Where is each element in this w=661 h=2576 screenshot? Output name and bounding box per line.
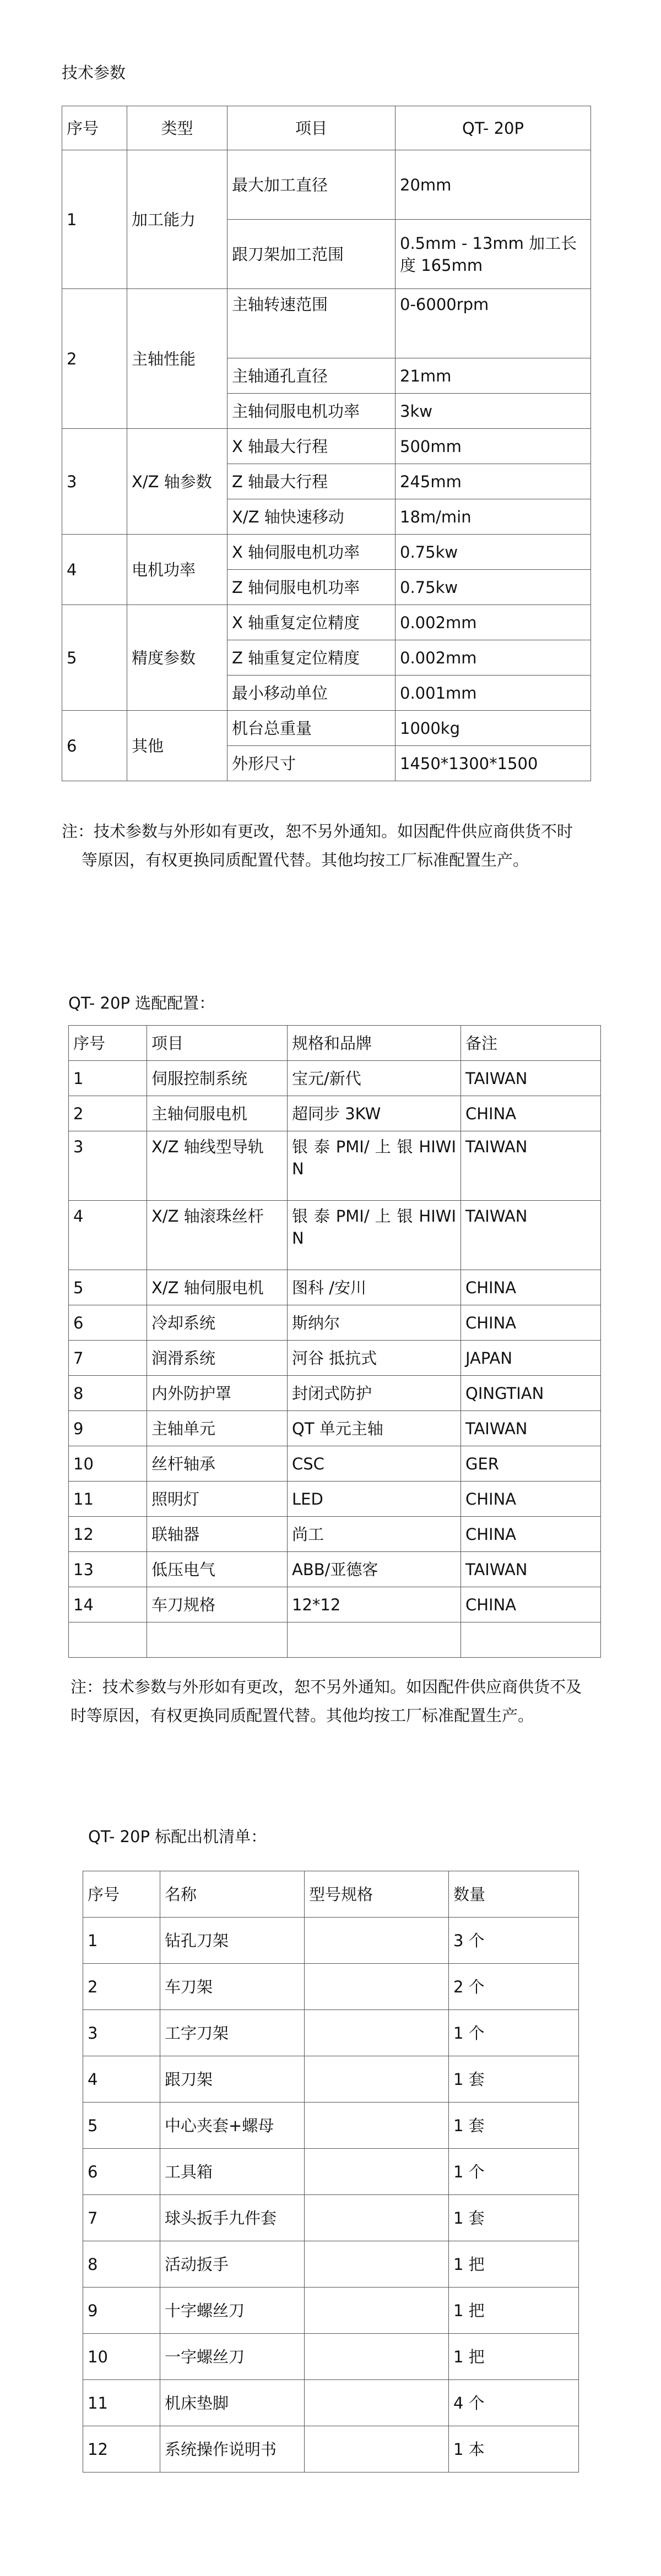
standard-name: 工具箱 [160,2149,305,2195]
standard-name: 机床垫脚 [160,2380,305,2426]
standard-model [305,2241,449,2288]
standard-no: 8 [83,2241,160,2288]
option-header-row [69,1026,601,1061]
option-no: 4 [69,1201,147,1270]
spec-row [62,150,591,220]
spec-group-type: 精度参数 [127,605,227,711]
standard-qty: 1 把 [449,2241,579,2288]
option-no: 12 [69,1517,147,1552]
option-note: QINGTIAN [461,1376,601,1411]
option-no: 7 [69,1341,147,1376]
standard-row [83,2056,579,2103]
option-item: 主轴单元 [147,1411,288,1446]
standard-model [305,2288,449,2334]
option-no [69,1622,147,1658]
spec-group-no: 5 [62,605,127,711]
option-row [69,1446,601,1482]
option-row [69,1270,601,1305]
spec-item: 主轴转速范围 [227,289,395,358]
spec-row [62,535,591,570]
option-note [71,1673,605,1730]
option-note-line1: 注：技术参数与外形如有更改，恕不另外通知。如因配件供应商供货不及 [71,1678,582,1696]
standard-qty: 1 个 [449,2010,579,2056]
spec-group-no: 1 [62,150,127,289]
standard-model [305,2334,449,2380]
spec-value: 0.002mm [395,640,591,676]
option-spec: ABB/亚德客 [288,1552,461,1587]
spec-value: 0-6000rpm [395,289,591,358]
option-note [461,1622,601,1658]
standard-qty: 3 个 [449,1918,579,1964]
option-note: CHINA [461,1482,601,1517]
option-row [69,1622,601,1658]
standard-model [305,2103,449,2149]
option-row [69,1131,601,1201]
option-spec: 超同步 3KW [288,1096,461,1131]
spec-note-line1: 注：技术参数与外形如有更改，恕不另外通知。如因配件供应商供货不时 [62,822,573,841]
spec-value: 500mm [395,429,591,464]
standard-qty: 1 本 [449,2426,579,2472]
spec-header-item: 项目 [227,106,395,150]
option-note: CHINA [461,1587,601,1622]
spec-value: 0.75kw [395,535,591,570]
option-spec: 尚工 [288,1517,461,1552]
option-note: TAIWAN [461,1552,601,1587]
option-item: 内外防护罩 [147,1376,288,1411]
option-item: 照明灯 [147,1482,288,1517]
standard-no: 12 [83,2426,160,2472]
option-spec: 12*12 [288,1587,461,1622]
standard-header-qty: 数量 [449,1871,579,1918]
option-item: 车刀规格 [147,1587,288,1622]
standard-row [83,2149,579,2195]
option-item: X/Z 轴线型导轨 [147,1131,288,1201]
spec-row [62,429,591,464]
standard-no: 5 [83,2103,160,2149]
option-no: 8 [69,1376,147,1411]
standard-qty: 1 把 [449,2288,579,2334]
option-item: 丝杆轴承 [147,1446,288,1482]
spec-item: 主轴通孔直径 [227,358,395,394]
standard-row [83,2103,579,2149]
spec-value: 0.75kw [395,570,591,605]
standard-model [305,2149,449,2195]
option-row [69,1305,601,1341]
spec-note [62,817,602,874]
option-note: TAIWAN [461,1411,601,1446]
spec-item: X/Z 轴快速移动 [227,499,395,535]
option-note: TAIWAN [461,1131,601,1201]
spec-group-type: 电机功率 [127,535,227,605]
spec-item: Z 轴伺服电机功率 [227,570,395,605]
standard-row [83,2380,579,2426]
option-note: TAIWAN [461,1201,601,1270]
spec-group-no: 6 [62,711,127,781]
option-no: 14 [69,1587,147,1622]
spec-item: 最小移动单位 [227,676,395,711]
standard-qty: 1 套 [449,2103,579,2149]
spec-row [62,289,591,358]
option-note: TAIWAN [461,1061,601,1096]
standard-qty: 2 个 [449,1964,579,2010]
option-spec: QT 单元主轴 [288,1411,461,1446]
spec-value: 245mm [395,464,591,499]
spec-item: X 轴伺服电机功率 [227,535,395,570]
option-row [69,1201,601,1270]
option-no: 2 [69,1096,147,1131]
spec-item: 外形尺寸 [227,746,395,781]
standard-model [305,1918,449,1964]
standard-name: 活动扳手 [160,2241,305,2288]
spec-group-type: 加工能力 [127,150,227,289]
spec-value: 0.002mm [395,605,591,640]
option-section-title: QT- 20P 选配配置： [68,994,215,1012]
standard-qty: 4 个 [449,2380,579,2426]
spec-item: Z 轴最大行程 [227,464,395,499]
standard-header-row [83,1871,579,1918]
spec-group-type: 其他 [127,711,227,781]
spec-item: 跟刀架加工范围 [227,220,395,289]
option-no: 1 [69,1061,147,1096]
option-row [69,1341,601,1376]
spec-value: 20mm [395,150,591,220]
standard-section-title: QT- 20P 标配出机清单： [88,1827,267,1846]
option-spec: 银 泰 PMI/ 上 银 HIWIN [288,1201,461,1270]
standard-qty: 1 个 [449,2149,579,2195]
standard-name: 跟刀架 [160,2056,305,2103]
option-spec: CSC [288,1446,461,1482]
option-note-line2: 时等原因，有权更换同质配置代替。其他均按工厂标准配置生产。 [71,1706,534,1725]
spec-section-title: 技术参数 [62,63,126,82]
option-note: JAPAN [461,1341,601,1376]
spec-item: Z 轴重复定位精度 [227,640,395,676]
spec-header-no: 序号 [62,106,127,150]
standard-model [305,2380,449,2426]
option-item [147,1622,288,1658]
option-spec: 封闭式防护 [288,1376,461,1411]
spec-table [62,106,591,781]
standard-no: 11 [83,2380,160,2426]
option-note: CHINA [461,1096,601,1131]
option-row [69,1482,601,1517]
spec-group-no: 4 [62,535,127,605]
option-item: 润滑系统 [147,1341,288,1376]
standard-name: 十字螺丝刀 [160,2288,305,2334]
option-note: CHINA [461,1305,601,1341]
spec-row [62,605,591,640]
spec-item: 主轴伺服电机功率 [227,394,395,429]
standard-model [305,2010,449,2056]
standard-name: 一字螺丝刀 [160,2334,305,2380]
spec-value: 1450*1300*1500 [395,746,591,781]
option-row [69,1061,601,1096]
option-item: 伺服控制系统 [147,1061,288,1096]
spec-item: X 轴重复定位精度 [227,605,395,640]
spec-header-model: QT- 20P [395,106,591,150]
standard-model [305,1964,449,2010]
standard-header-no: 序号 [83,1871,160,1918]
standard-row [83,2241,579,2288]
option-no: 10 [69,1446,147,1482]
spec-group-no: 2 [62,289,127,429]
spec-item: 最大加工直径 [227,150,395,220]
spec-item: 机台总重量 [227,711,395,746]
standard-no: 10 [83,2334,160,2380]
spec-item: X 轴最大行程 [227,429,395,464]
spec-row [62,711,591,746]
standard-qty: 1 把 [449,2334,579,2380]
option-item: X/Z 轴滚珠丝杆 [147,1201,288,1270]
standard-qty: 1 套 [449,2195,579,2241]
spec-value: 0.001mm [395,676,591,711]
standard-name: 中心夹套+螺母 [160,2103,305,2149]
standard-name: 球头扳手九件套 [160,2195,305,2241]
standard-row [83,2334,579,2380]
spec-group-type: 主轴性能 [127,289,227,429]
standard-header-model: 型号规格 [305,1871,449,1918]
option-no: 9 [69,1411,147,1446]
option-header-no: 序号 [69,1026,147,1061]
option-row [69,1376,601,1411]
standard-model [305,2195,449,2241]
option-row [69,1411,601,1446]
standard-no: 2 [83,1964,160,2010]
option-header-spec: 规格和品牌 [288,1026,461,1061]
spec-value: 0.5mm - 13mm 加工长度 165mm [395,220,591,289]
standard-model [305,2426,449,2472]
spec-value: 21mm [395,358,591,394]
option-row [69,1096,601,1131]
standard-no: 6 [83,2149,160,2195]
option-no: 3 [69,1131,147,1201]
standard-row [83,2195,579,2241]
option-no: 13 [69,1552,147,1587]
option-spec: 图科 /安川 [288,1270,461,1305]
standard-row [83,2288,579,2334]
spec-group-no: 3 [62,429,127,535]
option-spec: 银 泰 PMI/ 上 银 HIWIN [288,1131,461,1201]
option-spec [288,1622,461,1658]
standard-row [83,2426,579,2472]
spec-value: 3kw [395,394,591,429]
spec-value: 18m/min [395,499,591,535]
standard-no: 7 [83,2195,160,2241]
spec-value: 1000kg [395,711,591,746]
standard-qty: 1 套 [449,2056,579,2103]
option-note: CHINA [461,1517,601,1552]
option-row [69,1552,601,1587]
standard-name: 工字刀架 [160,2010,305,2056]
option-item: 主轴伺服电机 [147,1096,288,1131]
standard-name: 车刀架 [160,1964,305,2010]
option-note: CHINA [461,1270,601,1305]
option-table [68,1025,601,1658]
standard-row [83,2010,579,2056]
standard-model [305,2056,449,2103]
option-item: 冷却系统 [147,1305,288,1341]
option-no: 11 [69,1482,147,1517]
option-row [69,1517,601,1552]
standard-row [83,1964,579,2010]
standard-no: 9 [83,2288,160,2334]
standard-name: 钻孔刀架 [160,1918,305,1964]
option-item: 低压电气 [147,1552,288,1587]
option-note: GER [461,1446,601,1482]
standard-no: 1 [83,1918,160,1964]
option-item: 联轴器 [147,1517,288,1552]
option-header-note: 备注 [461,1026,601,1061]
option-row [69,1587,601,1622]
standard-no: 3 [83,2010,160,2056]
option-no: 5 [69,1270,147,1305]
standard-header-name: 名称 [160,1871,305,1918]
option-spec: LED [288,1482,461,1517]
standard-name: 系统操作说明书 [160,2426,305,2472]
spec-group-type: X/Z 轴参数 [127,429,227,535]
standard-no: 4 [83,2056,160,2103]
option-spec: 宝元/新代 [288,1061,461,1096]
option-no: 6 [69,1305,147,1341]
spec-note-line2: 等原因，有权更换同质配置代替。其他均按工厂标准配置生产。 [82,851,529,869]
option-spec: 河谷 抵抗式 [288,1341,461,1376]
option-header-item: 项目 [147,1026,288,1061]
option-item: X/Z 轴伺服电机 [147,1270,288,1305]
standard-table [83,1871,579,2472]
standard-row [83,1918,579,1964]
spec-header-row [62,106,591,150]
option-spec: 斯纳尔 [288,1305,461,1341]
spec-header-type: 类型 [127,106,227,150]
